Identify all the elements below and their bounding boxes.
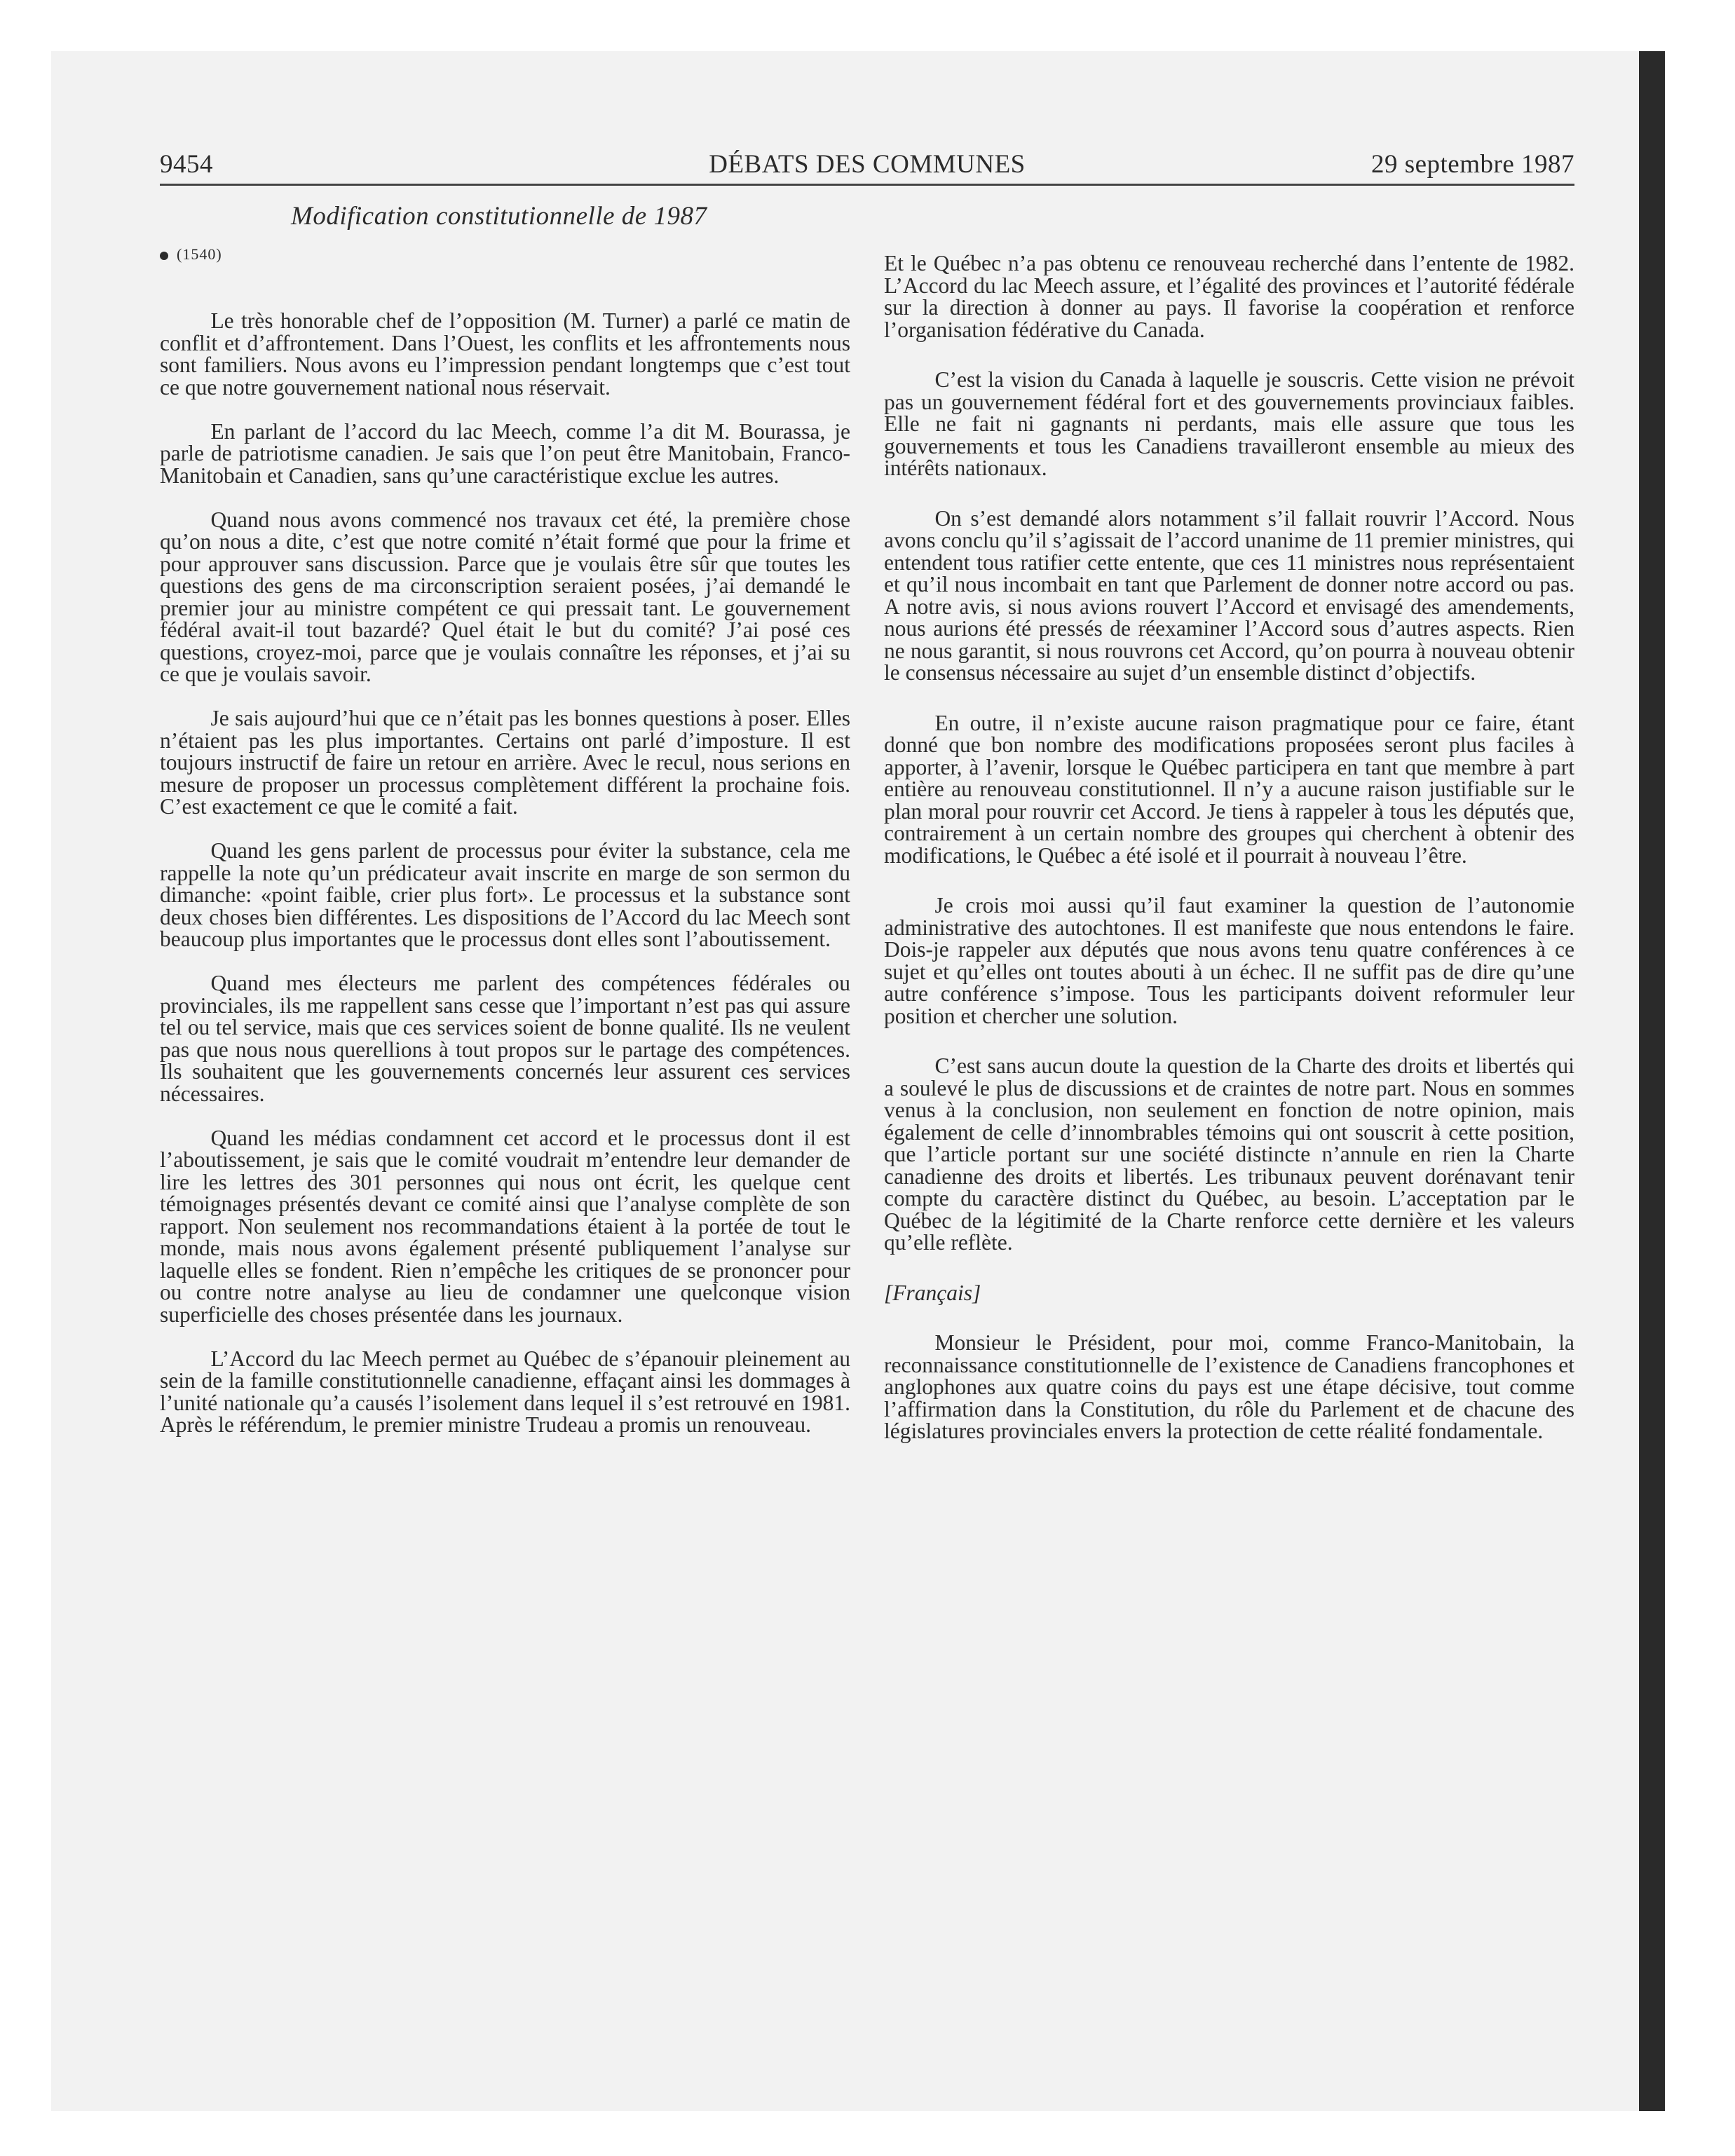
paragraph: Quand mes électeurs me parlent des compétences fédérales ou provinciales, ils me rappellent sans cesse que l’important n’est pas qui assure tel ou tel service, mais que ces services soient de bonne qualité. Ils ne veulent pas que nous nous querellions à tout propos sur le partage des compétences. Ils souhaitent que les gouvernements concernés leur assurent ces services nécessaires. — [160, 971, 850, 1106]
paragraph: En outre, il n’existe aucune raison pragmatique pour ce faire, étant donné que bon nombre des modifications proposées seront plus faciles à apporter, à l’avenir, lorsque le Québec participera en tant que membre à part entière au renouveau constitutionnel. Il n’y a aucune raison justifiable sur le plan moral pour rouvrir cet Accord. Je tiens à rappeler à tous les députés que, contrairement à un certain nombre des groupes qui cherchent à obtenir des modifications, le Québec a été isolé et il pourrait à nouveau l’être. — [884, 710, 1574, 868]
page-number: 9454 — [160, 150, 213, 179]
timestamp-marker — [160, 245, 222, 264]
section-subtitle: Modification constitutionnelle de 1987 — [291, 202, 707, 231]
paragraph: Le très honorable chef de l’opposition (M. Turner) a parlé ce matin de conflit et d’affrontement. Dans l’Ouest, les conflits et les affrontements nous sont familiers. Nous avons eu l’impression pendant longtemps que c’est tout ce que notre gouvernement national nous réservait. — [160, 308, 850, 400]
page-header — [160, 149, 1574, 184]
paragraph: L’Accord du lac Meech permet au Québec de s’épanouir pleinement au sein de la famille constitutionnelle canadienne, effaçant ainsi les dommages à l’unité nationale qu’a causés l’isolement dans lequel il s’est retrouvé en 1981. Après le référendum, le premier ministre Trudeau a promis un renouveau. — [160, 1346, 850, 1437]
right-column — [884, 252, 1574, 1471]
paragraph: C’est la vision du Canada à laquelle je souscris. Cette vision ne prévoit pas un gouvernement fédéral fort et des gouvernements provinciaux faibles. Elle ne fait ni gagnants ni perdants, mais elle assure que tous les gouvernements et tous les Canadiens travailleront ensemble au mieux des intérêts nationaux. — [884, 367, 1574, 480]
paragraph: Quand nous avons commencé nos travaux cet été, la première chose qu’on nous a dite, c’est que notre comité n’était formé que pour la frime et pour approuver sans discussion. Parce que je voulais être sûr que toutes les questions des gens de ma circonscription seraient posées, j’ai demandé le premier jour au ministre compétent ce qui pressait tant. Le gouvernement fédéral avait-il tout bazardé? Quel était le but du comité? J’ai posé ces questions, croyez-moi, parce que je voulais connaître les réponses, et j’ai su ce que je voulais savoir. — [160, 507, 850, 686]
continuation-paragraph: Et le Québec n’a pas obtenu ce renouveau recherché dans l’entente de 1982. L’Accord du lac Meech assure, et l’égalité des provinces et l’autorité fédérale sur la direction à donner au pays. Il favorise la coopération et renforce l’organisation fédérative du Canada. — [884, 251, 1574, 342]
paragraph: C’est sans aucun doute la question de la Charte des droits et libertés qui a soulevé le plus de discussions et de craintes de notre part. Nous en sommes venus à la conclusion, non seulement en fonction de notre opinion, mais également de celle d’innombrables témoins qui ont souscrit à cette position, que l’article portant sur une société distincte n’annule en rien la Charte canadienne des droits et libertés. Les tribunaux peuvent dorénavant tenir compte du caractère distinct du Québec, au besoin. L’acceptation par le Québec de la légitimité de la Charte renforce cette dernière et les valeurs qu’elle reflète. — [884, 1053, 1574, 1255]
paragraph: Je crois moi aussi qu’il faut examiner la question de l’autonomie administrative des autochtones. Il est manifeste que nous entendons le faire. Dois-je rappeler aux députés que nous avons tenu quatre conférences à ce sujet et qu’elles ont toutes abouti à un échec. Il ne suffit pas de dire qu’une autre conférence s’impose. Tous les participants doivent reformuler leur position et chercher une solution. — [884, 893, 1574, 1028]
paragraph: Monsieur le Président, pour moi, comme Franco-Manitobain, la reconnaissance constitutionnelle de l’existence de Canadiens francophones et anglophones aux quatre coins du pays est une étape décisive, tout comme l’affirmation dans la Constitution, du rôle du Parlement et de chacune des législatures provinciales envers la protection de cette réalité fondamentale. — [884, 1330, 1574, 1443]
paragraph: On s’est demandé alors notamment s’il fallait rouvrir l’Accord. Nous avons conclu qu’il s’agissait de l’accord unanime de 11 premier ministres, qui entendent tous ratifier cette entente, que ces 11 ministres nous représentaient et qu’il nous incombait en tant que Parlement de donner notre accord ou pas. A notre avis, si nous avions rouvert l’Accord et envisagé des amendements, nous aurions été pressés de réexaminer l’Accord sous d’autres aspects. Rien ne nous garantit, si nous rouvrons cet Accord, qu’on pourra à nouveau obtenir le consensus nécessaire au sujet d’un ensemble distinct d’objectifs. — [884, 505, 1574, 685]
publication-title: DÉBATS DES COMMUNES — [709, 150, 1026, 179]
paragraph: Quand les médias condamnent cet accord et le processus dont il est l’aboutissement, je sais que le comité voudrait m’entendre leur demander de lire les lettres des 301 personnes qui nous ont écrit, les quelque cent témoignages présentés devant ce comité ainsi que l’analyse complète de son rapport. Non seulement nos recommandations étaient à la portée de tout le monde, mais nous avons également présenté publiquement l’analyse sur laquelle elles se fondent. Rien n’empêche les critiques de se prononcer pour ou contre notre analyse au lieu de condamner une quelconque vision superficielle des choses présentée dans les journaux. — [160, 1125, 850, 1327]
bullet-icon — [160, 252, 168, 260]
header-rule — [160, 184, 1574, 186]
paragraph: Quand les gens parlent de processus pour éviter la substance, cela me rappelle la note qu’un prédicateur avait inscrite en marge de son sermon du dimanche: «point faible, crier plus fort». Le processus et la substance sont deux choses bien différentes. Les dispositions de l’Accord du lac Meech sont beaucoup plus importantes que le processus dont elles sont l’aboutissement. — [160, 838, 850, 951]
left-column — [160, 310, 850, 1458]
issue-date: 29 septembre 1987 — [1370, 150, 1574, 179]
paragraph: En parlant de l’accord du lac Meech, comme l’a dit M. Bourassa, je parle de patriotisme canadien. Je sais que l’on peut être Manitobain, Franco-Manitobain et Canadien, sans qu’une caractéristique exclue les autres. — [160, 418, 850, 488]
paragraph: Je sais aujourd’hui que ce n’était pas les bonnes questions à poser. Elles n’étaient pas les plus importantes. Certains ont parlé d’imposture. Il est toujours instructif de faire un retour en arrière. Avec le recul, nous serions en mesure de proposer un processus complètement différent la prochaine fois. C’est exactement ce que le comité a fait. — [160, 706, 850, 819]
language-section-label: [Français] — [884, 1280, 981, 1305]
binding-edge — [1639, 51, 1665, 2111]
timestamp-text: (1540) — [177, 245, 222, 263]
